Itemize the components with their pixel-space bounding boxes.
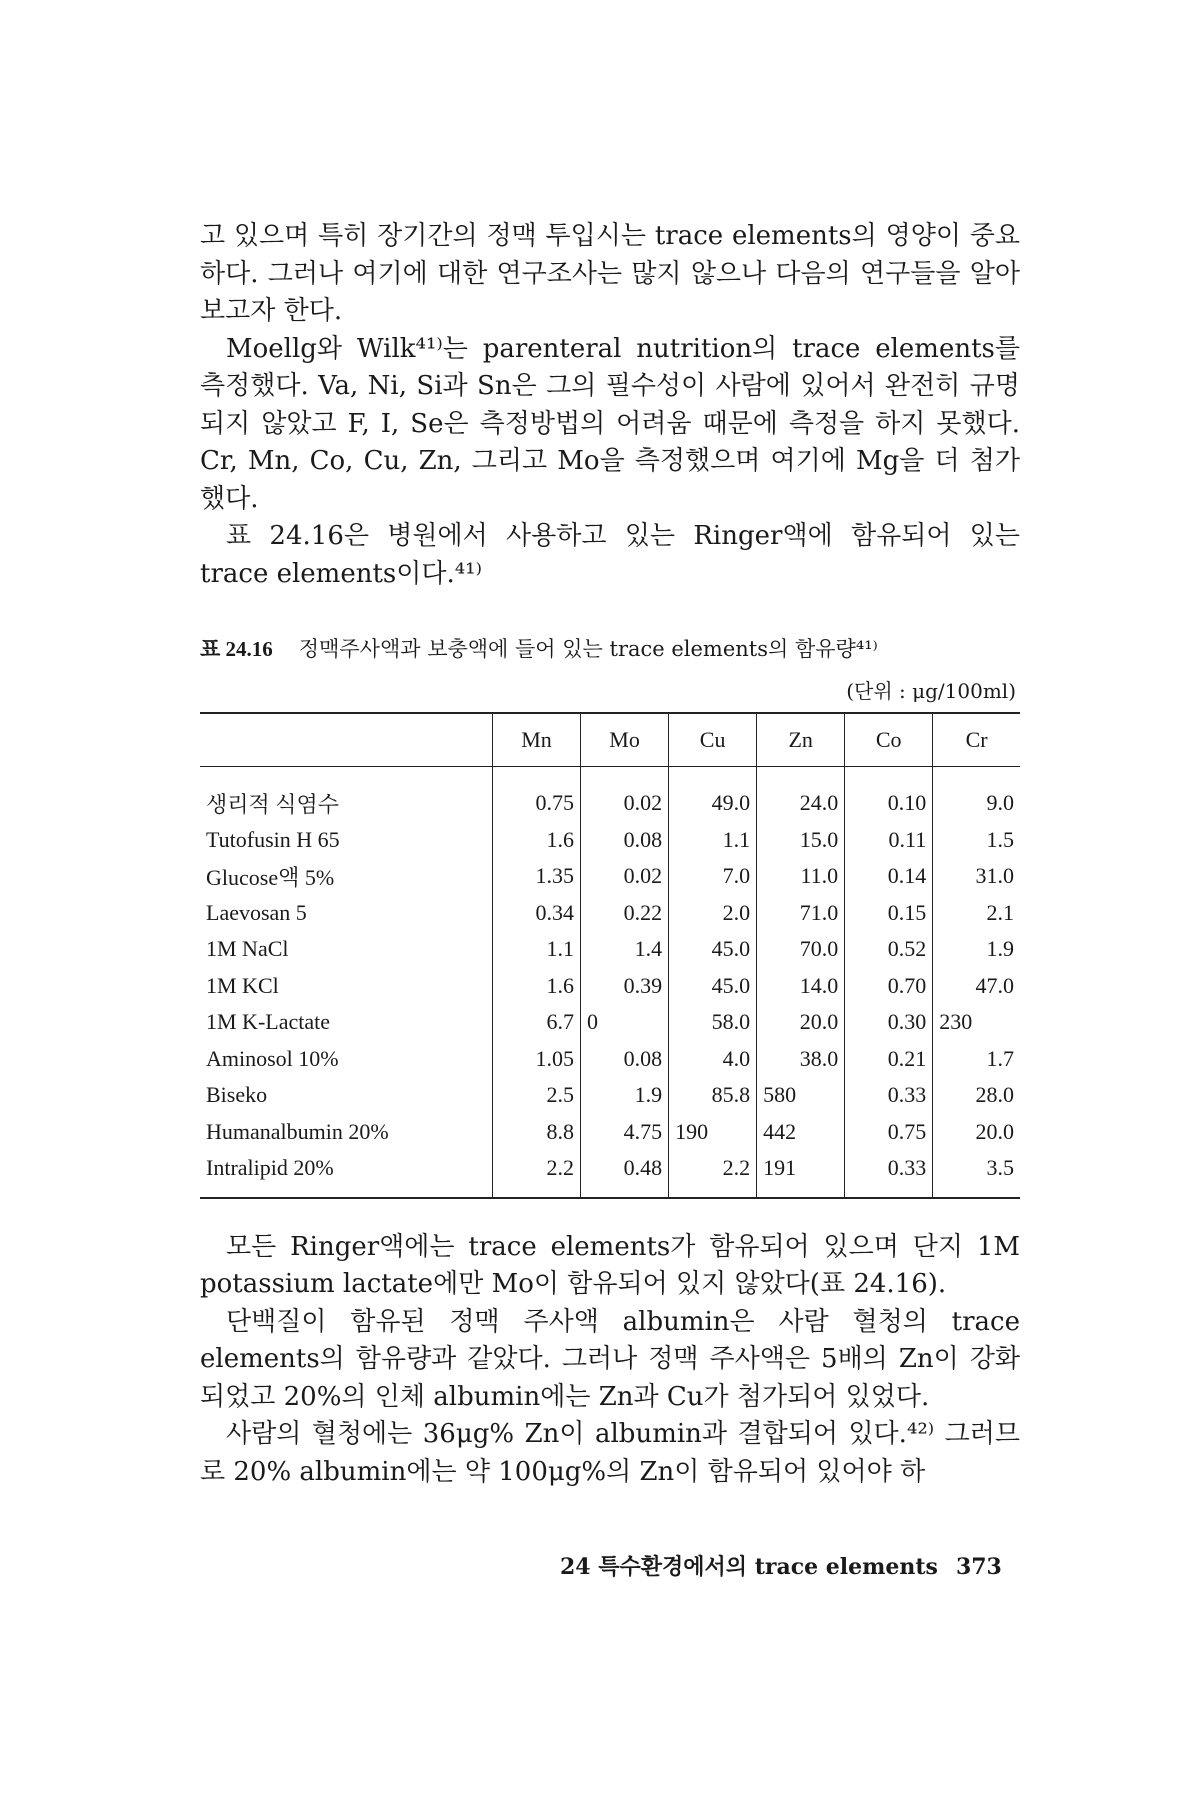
cell-cr: 20.0 [933, 1114, 1020, 1151]
row-name: 1M K-Lactate [206, 1009, 330, 1035]
table-title: 정맥주사액과 보충액에 들어 있는 trace elements의 함유량⁴¹⁾ [298, 637, 878, 661]
row-name: Humanalbumin 20% [206, 1118, 389, 1144]
cell-mn: 2.2 [493, 1150, 581, 1198]
table-row [200, 931, 1020, 968]
cell-cu: 45.0 [669, 931, 757, 968]
cell-zn: 71.0 [757, 895, 845, 932]
row-name: Glucose액 5% [206, 864, 335, 890]
cell-cu: 85.8 [669, 1077, 757, 1114]
header-co: Co [845, 713, 933, 767]
table-number: 표 24.16 [200, 637, 273, 661]
table-row [200, 968, 1020, 1005]
cell-zn: 11.0 [757, 858, 845, 895]
cell-co: 0.33 [845, 1150, 933, 1198]
row-name: Tutofusin H 65 [206, 826, 340, 852]
cell-mn: 1.05 [493, 1041, 581, 1078]
cell-zn: 15.0 [757, 822, 845, 859]
cell-zn: 24.0 [757, 767, 845, 822]
cell-mo: 1.4 [581, 931, 669, 968]
paragraph-serum-zn: 사람의 혈청에는 36μg% Zn이 albumin과 결합되어 있다.⁴²⁾ 그러므로 20% albumin에는 약 100μg%의 Zn이 함유되어 있어야 하 [200, 1419, 1020, 1487]
cell-zn: 191 [757, 1150, 845, 1198]
page-number: 373 [955, 1554, 1002, 1580]
table-row [200, 1150, 1020, 1198]
cell-zn: 38.0 [757, 1041, 845, 1078]
cell-mn: 0.75 [493, 767, 581, 822]
table-row [200, 1004, 1020, 1041]
cell-mo: 4.75 [581, 1114, 669, 1151]
paragraph-moellg-wilk: Moellg와 Wilk⁴¹⁾는 parenteral nutrition의 trace elements를 측정했다. Va, Ni, Si과 Sn은 그의 필수성이 사람에 있어서 완전히 규명되지 않았고 F, I, Se은 측정방법의 어려움 때문에 측정을 하지 못했다. Cr, Mn, Co, Cu, Zn, 그리고 Mo을 측정했으며 여기에 Mg을 더 첨가했다. [200, 333, 1020, 514]
cell-cu: 190 [669, 1114, 757, 1151]
table-unit: (단위 : μg/100ml) [846, 679, 1016, 703]
cell-mo: 0 [581, 1004, 669, 1041]
page-content [200, 218, 1020, 1491]
cell-cr: 3.5 [933, 1150, 1020, 1198]
row-name: 1M NaCl [206, 936, 289, 962]
cell-mn: 1.35 [493, 858, 581, 895]
cell-mo: 0.22 [581, 895, 669, 932]
cell-cu: 1.1 [669, 822, 757, 859]
table-row [200, 767, 1020, 822]
paragraph-intro: 고 있으며 특히 장기간의 정맥 투입시는 trace elements의 영양이 중요하다. 그러나 여기에 대한 연구조사는 많지 않으나 다음의 연구들을 알아보고자 한다. [200, 221, 1020, 326]
header-blank [200, 713, 493, 767]
row-name: 생리적 식염수 [206, 791, 340, 817]
header-cr: Cr [933, 713, 1020, 767]
cell-mo: 0.02 [581, 767, 669, 822]
cell-zn: 20.0 [757, 1004, 845, 1041]
table-row [200, 858, 1020, 895]
cell-cu: 4.0 [669, 1041, 757, 1078]
cell-cr: 2.1 [933, 895, 1020, 932]
cell-cr: 230 [933, 1004, 1020, 1041]
cell-mn: 6.7 [493, 1004, 581, 1041]
cell-cr: 1.7 [933, 1041, 1020, 1078]
header-mn: Mn [493, 713, 581, 767]
running-head: 24 특수환경에서의 trace elements [560, 1554, 938, 1580]
row-name: Intralipid 20% [206, 1155, 334, 1181]
cell-cr: 1.9 [933, 931, 1020, 968]
row-name: Laevosan 5 [206, 899, 307, 925]
cell-mo: 1.9 [581, 1077, 669, 1114]
cell-co: 0.15 [845, 895, 933, 932]
cell-mn: 2.5 [493, 1077, 581, 1114]
cell-co: 0.52 [845, 931, 933, 968]
table-row [200, 1041, 1020, 1078]
cell-co: 0.14 [845, 858, 933, 895]
row-name: Aminosol 10% [206, 1045, 339, 1071]
table-row [200, 895, 1020, 932]
cell-mo: 0.48 [581, 1150, 669, 1198]
paragraph-ringer: 모든 Ringer액에는 trace elements가 함유되어 있으며 단지 1M potassium lactate에만 Mo이 함유되어 있지 않았다(표 24.16). [200, 1231, 1020, 1299]
cell-cr: 9.0 [933, 767, 1020, 822]
cell-zn: 442 [757, 1114, 845, 1151]
cell-zn: 580 [757, 1077, 845, 1114]
cell-mn: 1.6 [493, 968, 581, 1005]
cell-mo: 0.39 [581, 968, 669, 1005]
header-zn: Zn [757, 713, 845, 767]
cell-cu: 2.0 [669, 895, 757, 932]
cell-cr: 31.0 [933, 858, 1020, 895]
paragraph-table-reference: 표 24.16은 병원에서 사용하고 있는 Ringer액에 함유되어 있는 trace elements이다.⁴¹⁾ [200, 521, 1020, 589]
header-mo: Mo [581, 713, 669, 767]
cell-cu: 49.0 [669, 767, 757, 822]
header-cu: Cu [669, 713, 757, 767]
cell-cu: 7.0 [669, 858, 757, 895]
trace-elements-table [200, 712, 1020, 1199]
cell-co: 0.33 [845, 1077, 933, 1114]
table-row [200, 822, 1020, 859]
paragraph-albumin: 단백질이 함유된 정맥 주사액 albumin은 사람 혈청의 trace elements의 함유량과 같았다. 그러나 정맥 주사액은 5배의 Zn이 강화되었고 20%의 인체 albumin에는 Zn과 Cu가 첨가되어 있었다. [200, 1306, 1020, 1412]
table-caption [200, 633, 1020, 663]
cell-cu: 45.0 [669, 968, 757, 1005]
cell-mn: 8.8 [493, 1114, 581, 1151]
cell-mo: 0.08 [581, 822, 669, 859]
cell-mo: 0.02 [581, 858, 669, 895]
cell-co: 0.75 [845, 1114, 933, 1151]
cell-co: 0.21 [845, 1041, 933, 1078]
cell-co: 0.10 [845, 767, 933, 822]
table-header-row [200, 713, 1020, 767]
page-footer [560, 1550, 1002, 1581]
cell-cr: 28.0 [933, 1077, 1020, 1114]
cell-mn: 0.34 [493, 895, 581, 932]
cell-co: 0.70 [845, 968, 933, 1005]
row-name: Biseko [206, 1082, 268, 1108]
cell-zn: 14.0 [757, 968, 845, 1005]
cell-co: 0.30 [845, 1004, 933, 1041]
cell-cu: 58.0 [669, 1004, 757, 1041]
table-row [200, 1114, 1020, 1151]
cell-co: 0.11 [845, 822, 933, 859]
cell-cu: 2.2 [669, 1150, 757, 1198]
cell-mo: 0.08 [581, 1041, 669, 1078]
cell-mn: 1.6 [493, 822, 581, 859]
row-name: 1M KCl [206, 972, 279, 998]
cell-cr: 1.5 [933, 822, 1020, 859]
table-row [200, 1077, 1020, 1114]
cell-cr: 47.0 [933, 968, 1020, 1005]
cell-mn: 1.1 [493, 931, 581, 968]
cell-zn: 70.0 [757, 931, 845, 968]
